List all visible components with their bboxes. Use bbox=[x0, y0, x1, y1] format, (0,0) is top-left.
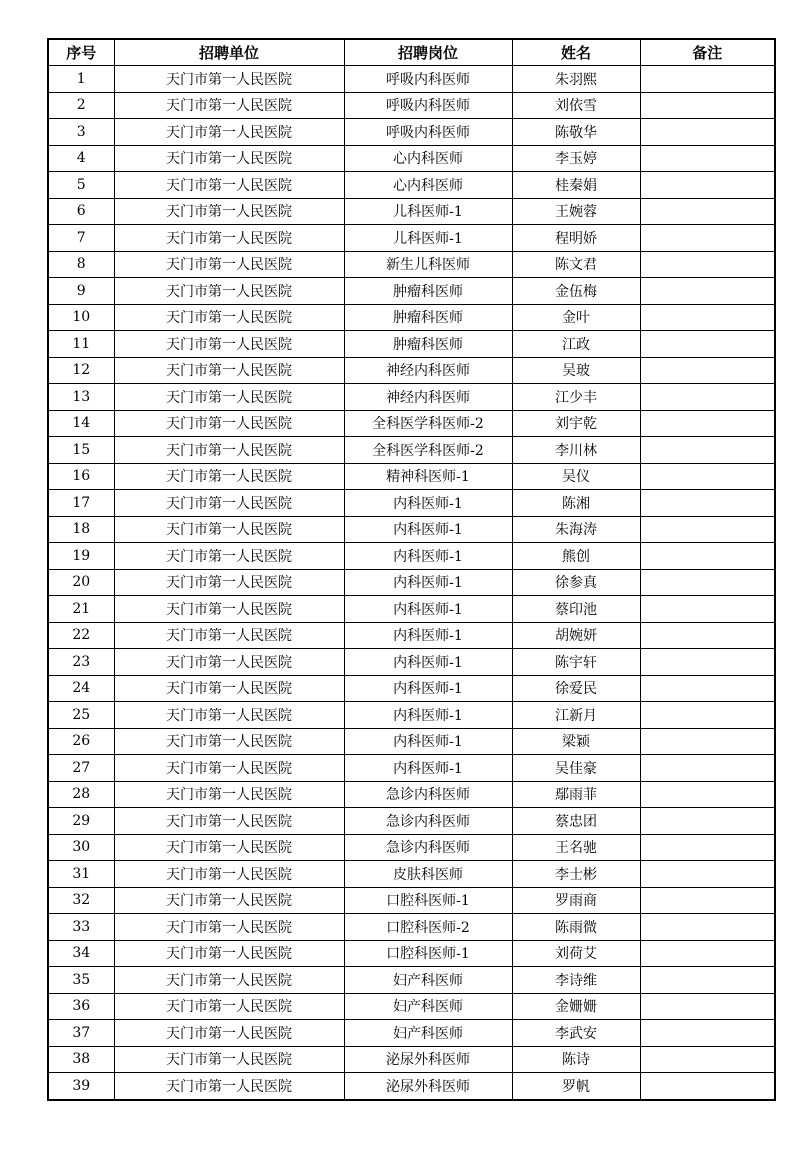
cell-unit: 天门市第一人民医院 bbox=[114, 331, 344, 358]
cell-remarks bbox=[640, 384, 775, 411]
cell-name: 陈雨微 bbox=[512, 914, 640, 941]
header-row bbox=[48, 39, 775, 66]
cell-remarks bbox=[640, 993, 775, 1020]
cell-index: 5 bbox=[48, 172, 114, 199]
cell-remarks bbox=[640, 198, 775, 225]
cell-name: 陈宇轩 bbox=[512, 649, 640, 676]
cell-name: 熊创 bbox=[512, 543, 640, 570]
cell-remarks bbox=[640, 357, 775, 384]
table-row bbox=[48, 1020, 775, 1047]
cell-position: 神经内科医师 bbox=[344, 384, 512, 411]
cell-index: 4 bbox=[48, 145, 114, 172]
cell-position: 口腔科医师-1 bbox=[344, 940, 512, 967]
table-row bbox=[48, 622, 775, 649]
cell-index: 22 bbox=[48, 622, 114, 649]
cell-position: 内科医师-1 bbox=[344, 490, 512, 517]
cell-unit: 天门市第一人民医院 bbox=[114, 145, 344, 172]
cell-name: 金伍梅 bbox=[512, 278, 640, 305]
cell-index: 32 bbox=[48, 887, 114, 914]
cell-position: 妇产科医师 bbox=[344, 1020, 512, 1047]
cell-remarks bbox=[640, 808, 775, 835]
cell-index: 24 bbox=[48, 675, 114, 702]
cell-unit: 天门市第一人民医院 bbox=[114, 278, 344, 305]
cell-unit: 天门市第一人民医院 bbox=[114, 357, 344, 384]
table-row bbox=[48, 384, 775, 411]
cell-unit: 天门市第一人民医院 bbox=[114, 304, 344, 331]
cell-remarks bbox=[640, 596, 775, 623]
recruitment-table bbox=[47, 38, 776, 1101]
table-row bbox=[48, 66, 775, 93]
cell-name: 金叶 bbox=[512, 304, 640, 331]
cell-index: 37 bbox=[48, 1020, 114, 1047]
cell-index: 26 bbox=[48, 728, 114, 755]
table-row bbox=[48, 861, 775, 888]
table-header bbox=[48, 39, 775, 66]
cell-index: 30 bbox=[48, 834, 114, 861]
cell-name: 李士彬 bbox=[512, 861, 640, 888]
cell-name: 朱海涛 bbox=[512, 516, 640, 543]
cell-position: 口腔科医师-1 bbox=[344, 887, 512, 914]
cell-index: 3 bbox=[48, 119, 114, 146]
cell-name: 吴佳豪 bbox=[512, 755, 640, 782]
cell-name: 徐参真 bbox=[512, 569, 640, 596]
cell-position: 急诊内科医师 bbox=[344, 781, 512, 808]
table-row bbox=[48, 410, 775, 437]
cell-index: 2 bbox=[48, 92, 114, 119]
cell-unit: 天门市第一人民医院 bbox=[114, 463, 344, 490]
table-row bbox=[48, 304, 775, 331]
cell-remarks bbox=[640, 278, 775, 305]
cell-name: 陈敬华 bbox=[512, 119, 640, 146]
cell-index: 13 bbox=[48, 384, 114, 411]
cell-position: 内科医师-1 bbox=[344, 649, 512, 676]
cell-remarks bbox=[640, 887, 775, 914]
cell-unit: 天门市第一人民医院 bbox=[114, 410, 344, 437]
cell-position: 内科医师-1 bbox=[344, 675, 512, 702]
cell-unit: 天门市第一人民医院 bbox=[114, 808, 344, 835]
cell-name: 江政 bbox=[512, 331, 640, 358]
table-row bbox=[48, 887, 775, 914]
cell-index: 23 bbox=[48, 649, 114, 676]
cell-unit: 天门市第一人民医院 bbox=[114, 967, 344, 994]
cell-index: 9 bbox=[48, 278, 114, 305]
table-row bbox=[48, 808, 775, 835]
header-name: 姓名 bbox=[512, 39, 640, 66]
table-row bbox=[48, 755, 775, 782]
cell-index: 33 bbox=[48, 914, 114, 941]
cell-position: 新生儿科医师 bbox=[344, 251, 512, 278]
cell-unit: 天门市第一人民医院 bbox=[114, 225, 344, 252]
cell-index: 34 bbox=[48, 940, 114, 967]
table-row bbox=[48, 649, 775, 676]
cell-remarks bbox=[640, 516, 775, 543]
cell-name: 桂秦娟 bbox=[512, 172, 640, 199]
cell-name: 刘荷艾 bbox=[512, 940, 640, 967]
cell-index: 36 bbox=[48, 993, 114, 1020]
table-row bbox=[48, 357, 775, 384]
cell-index: 16 bbox=[48, 463, 114, 490]
cell-remarks bbox=[640, 543, 775, 570]
cell-remarks bbox=[640, 490, 775, 517]
cell-position: 肿瘤科医师 bbox=[344, 331, 512, 358]
table-row bbox=[48, 278, 775, 305]
cell-remarks bbox=[640, 781, 775, 808]
cell-unit: 天门市第一人民医院 bbox=[114, 251, 344, 278]
cell-name: 刘宇乾 bbox=[512, 410, 640, 437]
cell-position: 精神科医师-1 bbox=[344, 463, 512, 490]
cell-remarks bbox=[640, 702, 775, 729]
cell-name: 吴玻 bbox=[512, 357, 640, 384]
cell-name: 李川林 bbox=[512, 437, 640, 464]
cell-position: 内科医师-1 bbox=[344, 702, 512, 729]
cell-unit: 天门市第一人民医院 bbox=[114, 92, 344, 119]
cell-unit: 天门市第一人民医院 bbox=[114, 1073, 344, 1100]
cell-unit: 天门市第一人民医院 bbox=[114, 516, 344, 543]
cell-position: 内科医师-1 bbox=[344, 728, 512, 755]
cell-index: 21 bbox=[48, 596, 114, 623]
cell-unit: 天门市第一人民医院 bbox=[114, 887, 344, 914]
cell-position: 急诊内科医师 bbox=[344, 808, 512, 835]
cell-position: 儿科医师-1 bbox=[344, 225, 512, 252]
cell-unit: 天门市第一人民医院 bbox=[114, 1046, 344, 1073]
table-row bbox=[48, 145, 775, 172]
cell-remarks bbox=[640, 755, 775, 782]
cell-position: 呼吸内科医师 bbox=[344, 92, 512, 119]
table-row bbox=[48, 993, 775, 1020]
cell-position: 泌尿外科医师 bbox=[344, 1046, 512, 1073]
cell-name: 刘依雪 bbox=[512, 92, 640, 119]
cell-remarks bbox=[640, 225, 775, 252]
cell-index: 6 bbox=[48, 198, 114, 225]
cell-index: 19 bbox=[48, 543, 114, 570]
cell-unit: 天门市第一人民医院 bbox=[114, 702, 344, 729]
cell-unit: 天门市第一人民医院 bbox=[114, 914, 344, 941]
cell-position: 口腔科医师-2 bbox=[344, 914, 512, 941]
cell-index: 8 bbox=[48, 251, 114, 278]
cell-unit: 天门市第一人民医院 bbox=[114, 543, 344, 570]
cell-name: 吴仪 bbox=[512, 463, 640, 490]
cell-unit: 天门市第一人民医院 bbox=[114, 781, 344, 808]
cell-name: 陈诗 bbox=[512, 1046, 640, 1073]
cell-name: 金姗姗 bbox=[512, 993, 640, 1020]
table-row bbox=[48, 251, 775, 278]
cell-name: 王婉蓉 bbox=[512, 198, 640, 225]
cell-name: 陈文君 bbox=[512, 251, 640, 278]
cell-remarks bbox=[640, 304, 775, 331]
cell-unit: 天门市第一人民医院 bbox=[114, 569, 344, 596]
cell-position: 呼吸内科医师 bbox=[344, 66, 512, 93]
cell-name: 胡婉妍 bbox=[512, 622, 640, 649]
cell-remarks bbox=[640, 1073, 775, 1100]
cell-unit: 天门市第一人民医院 bbox=[114, 198, 344, 225]
table-row bbox=[48, 940, 775, 967]
table-row bbox=[48, 92, 775, 119]
cell-position: 泌尿外科医师 bbox=[344, 1073, 512, 1100]
table-row bbox=[48, 198, 775, 225]
cell-remarks bbox=[640, 92, 775, 119]
cell-name: 罗帆 bbox=[512, 1073, 640, 1100]
cell-index: 14 bbox=[48, 410, 114, 437]
cell-unit: 天门市第一人民医院 bbox=[114, 649, 344, 676]
cell-position: 内科医师-1 bbox=[344, 596, 512, 623]
cell-unit: 天门市第一人民医院 bbox=[114, 119, 344, 146]
cell-remarks bbox=[640, 119, 775, 146]
cell-name: 蔡忠团 bbox=[512, 808, 640, 835]
cell-position: 神经内科医师 bbox=[344, 357, 512, 384]
cell-remarks bbox=[640, 1020, 775, 1047]
cell-remarks bbox=[640, 251, 775, 278]
table-row bbox=[48, 596, 775, 623]
cell-index: 39 bbox=[48, 1073, 114, 1100]
cell-name: 江新月 bbox=[512, 702, 640, 729]
cell-unit: 天门市第一人民医院 bbox=[114, 728, 344, 755]
cell-index: 20 bbox=[48, 569, 114, 596]
cell-position: 皮肤科医师 bbox=[344, 861, 512, 888]
cell-position: 妇产科医师 bbox=[344, 993, 512, 1020]
cell-unit: 天门市第一人民医院 bbox=[114, 437, 344, 464]
cell-name: 江少丰 bbox=[512, 384, 640, 411]
header-unit: 招聘单位 bbox=[114, 39, 344, 66]
cell-index: 17 bbox=[48, 490, 114, 517]
cell-position: 急诊内科医师 bbox=[344, 834, 512, 861]
cell-index: 1 bbox=[48, 66, 114, 93]
header-position: 招聘岗位 bbox=[344, 39, 512, 66]
cell-remarks bbox=[640, 172, 775, 199]
cell-name: 王名驰 bbox=[512, 834, 640, 861]
table-row bbox=[48, 702, 775, 729]
cell-unit: 天门市第一人民医院 bbox=[114, 172, 344, 199]
cell-unit: 天门市第一人民医院 bbox=[114, 861, 344, 888]
cell-remarks bbox=[640, 728, 775, 755]
cell-remarks bbox=[640, 914, 775, 941]
cell-unit: 天门市第一人民医院 bbox=[114, 993, 344, 1020]
cell-unit: 天门市第一人民医院 bbox=[114, 940, 344, 967]
cell-index: 28 bbox=[48, 781, 114, 808]
cell-position: 儿科医师-1 bbox=[344, 198, 512, 225]
cell-index: 15 bbox=[48, 437, 114, 464]
table-row bbox=[48, 834, 775, 861]
cell-remarks bbox=[640, 861, 775, 888]
cell-remarks bbox=[640, 569, 775, 596]
cell-position: 内科医师-1 bbox=[344, 622, 512, 649]
cell-unit: 天门市第一人民医院 bbox=[114, 596, 344, 623]
cell-position: 内科医师-1 bbox=[344, 516, 512, 543]
cell-name: 李玉婷 bbox=[512, 145, 640, 172]
cell-remarks bbox=[640, 622, 775, 649]
cell-unit: 天门市第一人民医院 bbox=[114, 1020, 344, 1047]
table-row bbox=[48, 172, 775, 199]
cell-index: 25 bbox=[48, 702, 114, 729]
cell-unit: 天门市第一人民医院 bbox=[114, 675, 344, 702]
table-row bbox=[48, 490, 775, 517]
cell-remarks bbox=[640, 410, 775, 437]
cell-position: 全科医学科医师-2 bbox=[344, 410, 512, 437]
header-index: 序号 bbox=[48, 39, 114, 66]
cell-name: 陈湘 bbox=[512, 490, 640, 517]
cell-remarks bbox=[640, 1046, 775, 1073]
table-row bbox=[48, 331, 775, 358]
cell-name: 朱羽熙 bbox=[512, 66, 640, 93]
table-row bbox=[48, 1046, 775, 1073]
cell-name: 李诗维 bbox=[512, 967, 640, 994]
cell-remarks bbox=[640, 145, 775, 172]
cell-unit: 天门市第一人民医院 bbox=[114, 755, 344, 782]
cell-position: 心内科医师 bbox=[344, 145, 512, 172]
cell-name: 徐爱民 bbox=[512, 675, 640, 702]
cell-name: 李武安 bbox=[512, 1020, 640, 1047]
cell-position: 呼吸内科医师 bbox=[344, 119, 512, 146]
table-row bbox=[48, 516, 775, 543]
table-row bbox=[48, 675, 775, 702]
cell-index: 38 bbox=[48, 1046, 114, 1073]
cell-position: 肿瘤科医师 bbox=[344, 304, 512, 331]
cell-index: 35 bbox=[48, 967, 114, 994]
cell-remarks bbox=[640, 66, 775, 93]
cell-position: 内科医师-1 bbox=[344, 755, 512, 782]
cell-index: 7 bbox=[48, 225, 114, 252]
table-row bbox=[48, 728, 775, 755]
table-row bbox=[48, 569, 775, 596]
cell-remarks bbox=[640, 967, 775, 994]
header-remarks: 备注 bbox=[640, 39, 775, 66]
cell-position: 全科医学科医师-2 bbox=[344, 437, 512, 464]
table-row bbox=[48, 119, 775, 146]
table-row bbox=[48, 781, 775, 808]
cell-name: 罗雨商 bbox=[512, 887, 640, 914]
cell-unit: 天门市第一人民医院 bbox=[114, 622, 344, 649]
cell-remarks bbox=[640, 940, 775, 967]
cell-index: 29 bbox=[48, 808, 114, 835]
cell-position: 妇产科医师 bbox=[344, 967, 512, 994]
cell-unit: 天门市第一人民医院 bbox=[114, 834, 344, 861]
cell-remarks bbox=[640, 331, 775, 358]
table-body bbox=[48, 66, 775, 1100]
cell-index: 12 bbox=[48, 357, 114, 384]
cell-position: 肿瘤科医师 bbox=[344, 278, 512, 305]
cell-position: 心内科医师 bbox=[344, 172, 512, 199]
cell-remarks bbox=[640, 675, 775, 702]
cell-remarks bbox=[640, 649, 775, 676]
cell-index: 31 bbox=[48, 861, 114, 888]
cell-remarks bbox=[640, 463, 775, 490]
cell-name: 蔡印池 bbox=[512, 596, 640, 623]
table-row bbox=[48, 967, 775, 994]
cell-remarks bbox=[640, 834, 775, 861]
table-row bbox=[48, 225, 775, 252]
cell-index: 18 bbox=[48, 516, 114, 543]
table-row bbox=[48, 914, 775, 941]
table-row bbox=[48, 543, 775, 570]
cell-unit: 天门市第一人民医院 bbox=[114, 490, 344, 517]
cell-position: 内科医师-1 bbox=[344, 569, 512, 596]
cell-remarks bbox=[640, 437, 775, 464]
table-row bbox=[48, 463, 775, 490]
cell-index: 11 bbox=[48, 331, 114, 358]
cell-unit: 天门市第一人民医院 bbox=[114, 384, 344, 411]
table-row bbox=[48, 437, 775, 464]
cell-position: 内科医师-1 bbox=[344, 543, 512, 570]
cell-unit: 天门市第一人民医院 bbox=[114, 66, 344, 93]
cell-name: 梁颖 bbox=[512, 728, 640, 755]
cell-index: 10 bbox=[48, 304, 114, 331]
cell-index: 27 bbox=[48, 755, 114, 782]
table-row bbox=[48, 1073, 775, 1100]
cell-name: 鄢雨菲 bbox=[512, 781, 640, 808]
cell-name: 程明娇 bbox=[512, 225, 640, 252]
